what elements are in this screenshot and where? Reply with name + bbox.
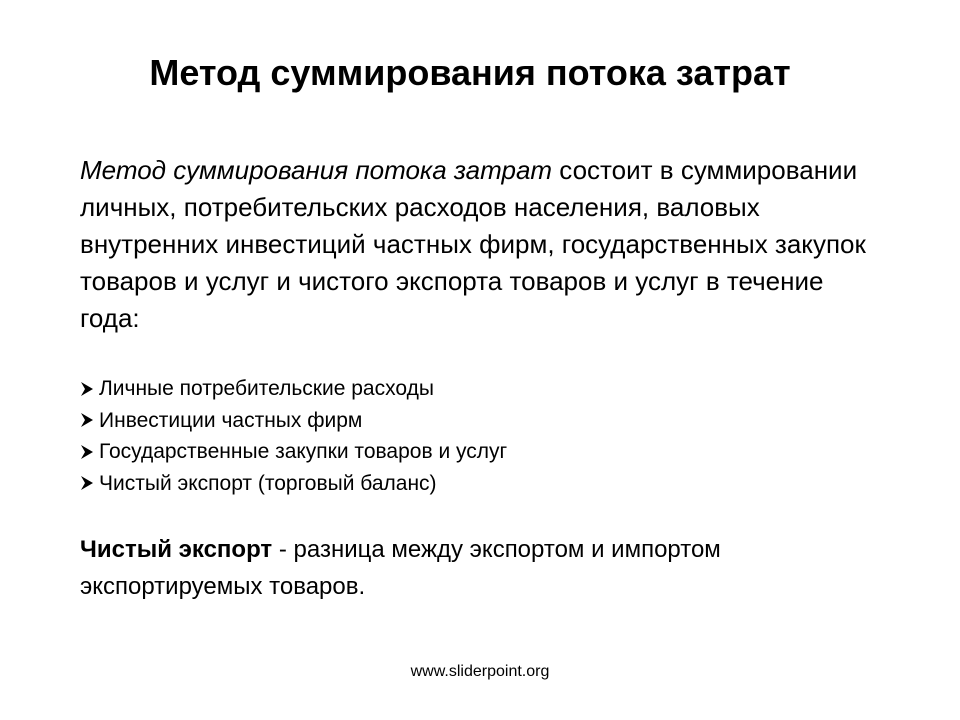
bullet-text: Инвестиции частных фирм xyxy=(99,408,363,432)
definition-paragraph xyxy=(80,531,880,605)
intro-emphasis: Метод суммирования потока затрат xyxy=(80,155,553,185)
bullet-text: Личные потребительские расходы xyxy=(99,377,434,400)
bullet-text: Чистый экспорт (торговый баланс) xyxy=(99,471,437,495)
definition-text: - разница между экспортом и импортом экспортируемых товаров. xyxy=(80,536,721,600)
bullet-item xyxy=(80,405,507,437)
arrow-right-icon xyxy=(80,380,95,398)
bullet-item xyxy=(80,436,507,468)
bullet-item xyxy=(80,373,507,405)
bullet-item xyxy=(80,468,507,500)
arrow-right-icon xyxy=(80,474,95,492)
intro-paragraph xyxy=(80,152,880,337)
bullet-list xyxy=(80,373,507,499)
bullet-text: Государственные закупки товаров и услуг xyxy=(99,440,508,463)
slide-title: Метод суммирования потока затрат xyxy=(149,52,791,93)
arrow-right-icon xyxy=(80,411,95,429)
arrow-right-icon xyxy=(80,443,95,461)
definition-term: Чистый экспорт xyxy=(80,536,273,563)
intro-text: состоит в суммировании личных, потребительских расходов населения, валовых внутренних инвестиций частных фирм, государственных закупок товаров и услуг и чистого экспорта товаров и услуг в течение года: xyxy=(80,155,866,333)
footer-url: www.sliderpoint.org xyxy=(410,663,550,680)
